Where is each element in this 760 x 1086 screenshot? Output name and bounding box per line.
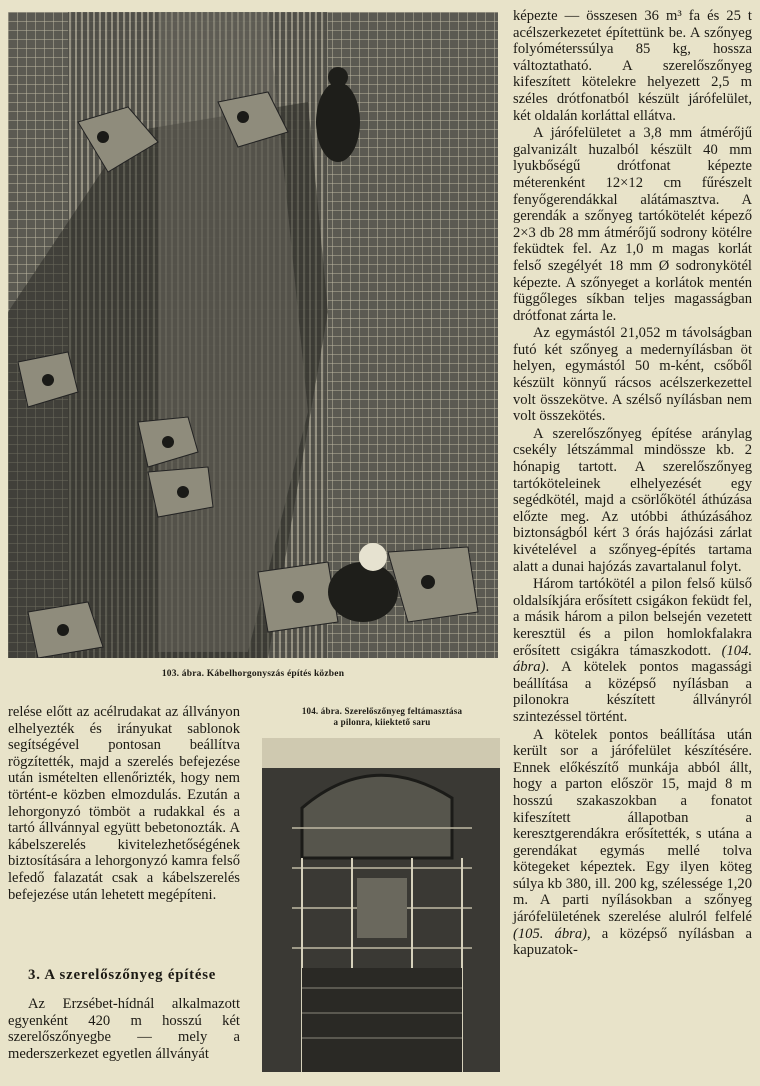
figure-104-caption <box>262 706 502 728</box>
right-paragraph-6-text-c: , a középső nyílásban a kapuzatok- <box>513 925 752 959</box>
figure-105-reference: (105. ábra) <box>513 925 587 942</box>
right-paragraph-6-text-a: A kötelek pontos beállítása után került sor a járófelület készítésére. Ennek előkészítő munkája abból állt, hogy a parton először 15, majd 8 m hosszú szakaszokban a fonatot kifeszített állapotban a keresztgerendákra erősítették, s utána a gerendákat egymás mellé tolva kötegeket képeztek. Egy ilyen köteg súlya kb 380, ill. 200 kg, szélessége 1,20 m. A parti nyílásokban a szőnyeg járófelületének szerelése alulról felfelé <box>513 726 752 926</box>
left-column <box>8 704 240 903</box>
left-paragraph-1: relése előtt az acélrudakat az állványon elhelyezték és irányukat sablonok segítségével pontosan beállítva rögzítették, majd a szerelés befejezése után ismételten ellenőrizték, hogy nem történt-e közben elmozdulás. Ezután a lehorgonyzó tömböt a rudakkal és a tartó állvánnyal együtt bebetonozták. A kábelszerelés kivitelezhetőségének biztosítására a lehorgonyzó kamra felső lefedő falazatát csak a kábelszerelés befejezése után lehetett megépíteni. <box>8 704 240 903</box>
figure-103-photo <box>8 12 498 658</box>
figure-104-photo <box>262 738 500 1072</box>
figure-104-reference: (104. ábra) <box>513 642 752 676</box>
figure-104-image <box>262 738 500 1072</box>
section-heading: 3. A szerelőszőnyeg építése <box>28 967 217 983</box>
right-paragraph-6 <box>513 727 752 959</box>
right-paragraph-5 <box>513 576 752 725</box>
right-paragraph-4: A szerelőszőnyeg építése aránylag csekély létszámmal mindössze kb. 2 hónapig tartott. A szerelőszőnyeg tartóköteleinek elhelyezését egy segédkötél, majd a csörlőkötél áthúzása előzte meg. Az utóbbi áthúzásához biztonságból kért 3 órás hajózási zárlat kivételével a szőnyeg-építés tartama alatt a dunai hajózás zavartalanul folyt. <box>513 425 752 575</box>
figure-103-image <box>8 12 498 658</box>
left-paragraph-2: Az Erzsébet-hídnál alkalmazott egyenként 420 m hosszú két szerelőszőnyegbe — mely a mederszerkezet egyetlen állványát <box>8 996 240 1062</box>
right-column <box>513 8 752 959</box>
left-column-2 <box>8 996 240 1062</box>
figure-103-caption: 103. ábra. Kábelhorgonyszás építés közben <box>161 669 345 679</box>
right-paragraph-3: Az egymástól 21,052 m távolságban futó két szőnyeg a medernyílásban öt helyen, egymástól 50 m-ként, csőből készült könnyű rácsos acélszerkezettel volt összekötve. A szélső nyílásban nem volt összekötés. <box>513 325 752 425</box>
right-paragraph-5-text-a: Három tartókötél a pilon felső külső oldalsíkjára erősített csigákon feküdt fel, a másik három a pilon belsején vezetett keresztül és a pilon homlokfalakra erősített csigákra támaszkodott. <box>513 576 752 659</box>
right-paragraph-1: képezte — összesen 36 m³ fa és 25 t acélszerkezetet építettünk be. A szőnyeg folyóméterssúlya 85 kg, hossza változtatható. A szerelőszőnyeg kifeszített kötelekre helyezett 2,5 m széles drótfonatból készült járófelület, két oldalán korláttal ellátva. <box>513 8 752 124</box>
right-paragraph-5-text-c: . A kötelek pontos magassági beállítása a középső nyílásban a pilonokra készített állványról szintezéssel történt. <box>513 659 752 725</box>
figure-104-caption-line1: 104. ábra. Szerelőszőnyeg feltámasztása <box>301 706 463 716</box>
right-paragraph-2: A járófelületet a 3,8 mm átmérőjű galvanizált huzalból készült 40 mm lyukbőségű drótfonat képezte méterenként 12×12 cm fűrészelt fenyőgerendákkal alátámasztva. A gerendák a szőnyeg tartókötelét képező 2×3 db 28 mm átmérőjű sodrony kötélre feküdtek fel. Az 1,0 m magas korlát felső szegélyét 18 mm Ø sodronykötél képezte. A szőnyeget a korlátok mentén függőleges síkban teljes magasságban drótfonat zárta le. <box>513 125 752 324</box>
figure-104-caption-line2: a pilonra, kiiektető saru <box>333 717 431 727</box>
